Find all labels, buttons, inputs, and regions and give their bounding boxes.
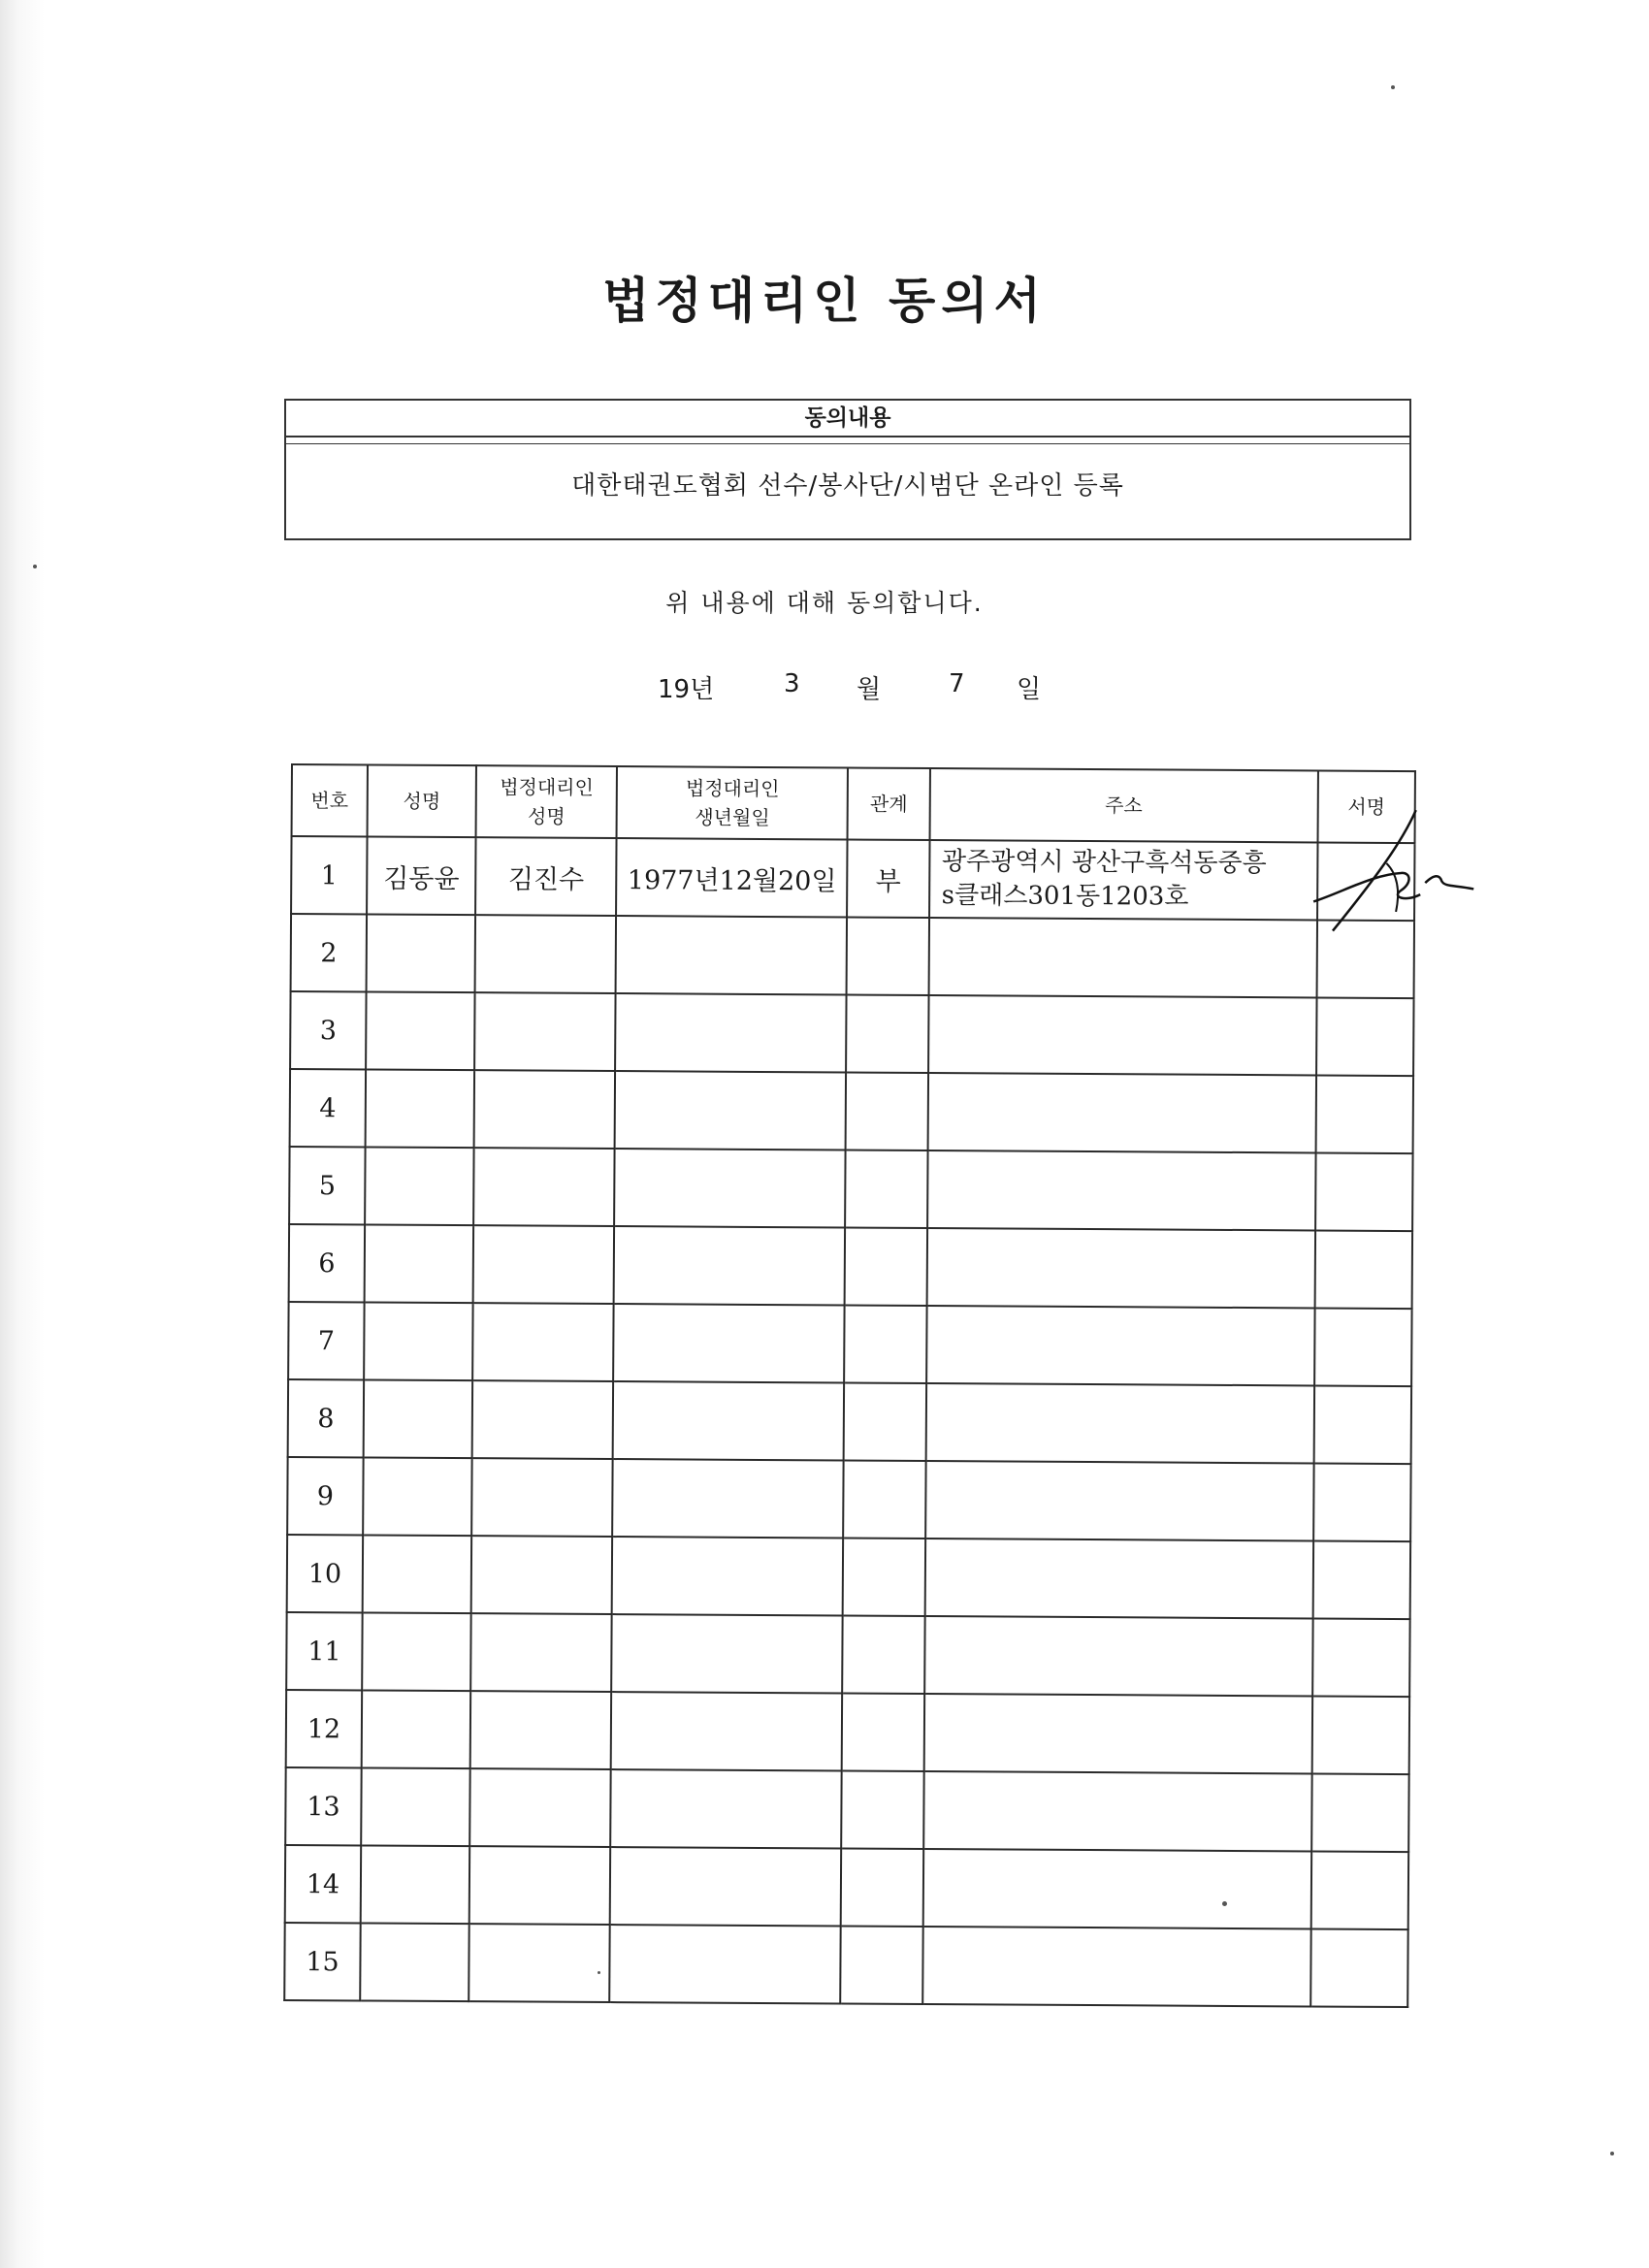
cell-name xyxy=(362,1612,471,1691)
cell-name xyxy=(364,1302,473,1380)
cell-relation xyxy=(845,1305,927,1383)
table-row xyxy=(288,1302,1411,1386)
cell-address xyxy=(924,1539,1313,1618)
cell-guardian-name xyxy=(471,1536,613,1614)
cell-no: 8 xyxy=(288,1379,365,1457)
cell-guardian-birth xyxy=(610,1847,842,1926)
cell-guardian-name xyxy=(475,915,617,993)
cell-guardian-name xyxy=(469,1846,611,1925)
cell-no: 12 xyxy=(286,1690,363,1767)
header-guardian-birth xyxy=(617,766,849,839)
address-line1 xyxy=(939,1345,1313,1346)
cell-no: 15 xyxy=(284,1923,361,2000)
cell-no: 14 xyxy=(285,1845,362,1923)
cell-name xyxy=(363,1535,472,1613)
address-line2 xyxy=(939,1267,1313,1269)
cell-name xyxy=(363,1457,472,1536)
cell-relation xyxy=(841,1926,923,2004)
consent-box xyxy=(284,399,1411,540)
cell-guardian-birth xyxy=(609,1925,841,2003)
address-line1 xyxy=(939,1267,1313,1269)
address-line1 xyxy=(937,1655,1311,1657)
cell-address xyxy=(928,995,1317,1075)
cell-signature xyxy=(1314,1385,1412,1464)
cell-signature xyxy=(1315,1152,1413,1231)
cell-address xyxy=(923,1694,1312,1773)
date-day: 7 xyxy=(949,669,965,698)
cell-signature xyxy=(1310,1928,1408,2007)
cell-guardian-name xyxy=(469,1924,610,2002)
cell-relation: 부 xyxy=(848,840,930,919)
cell-relation xyxy=(842,1770,924,1849)
cell-signature xyxy=(1317,842,1415,921)
cell-guardian-birth xyxy=(613,1304,845,1382)
cell-relation xyxy=(844,1460,926,1539)
cell-no: 2 xyxy=(291,914,368,991)
cell-no: 11 xyxy=(286,1612,363,1690)
address-line1 xyxy=(941,1034,1315,1036)
scan-speck xyxy=(1391,85,1395,89)
cell-signature xyxy=(1312,1618,1410,1697)
address-line1 xyxy=(940,1189,1314,1191)
address-line2 xyxy=(940,1112,1314,1114)
cell-relation xyxy=(843,1615,925,1694)
cell-no: 13 xyxy=(285,1767,362,1845)
cell-no: 5 xyxy=(289,1147,366,1224)
cell-address xyxy=(928,918,1317,997)
registration-table xyxy=(283,763,1416,2008)
cell-signature xyxy=(1311,1773,1409,1852)
address-line2 xyxy=(940,1189,1314,1191)
cell-guardian-name: 김진수 xyxy=(475,837,617,916)
scan-page-edge xyxy=(0,0,45,2268)
cell-guardian-name xyxy=(473,1225,615,1304)
address-line1 xyxy=(941,956,1315,958)
table-row xyxy=(286,1690,1409,1774)
address-line2 xyxy=(936,1810,1310,1812)
cell-signature xyxy=(1315,1075,1413,1153)
cell-address xyxy=(922,1849,1311,1928)
cell-no: 4 xyxy=(290,1069,367,1147)
cell-address xyxy=(925,1383,1314,1463)
cell-guardian-name xyxy=(472,1380,614,1459)
header-guardian-name-line1: 법정대리인 xyxy=(500,775,594,799)
cell-relation xyxy=(847,918,929,996)
cell-name xyxy=(361,1767,470,1846)
cell-guardian-birth xyxy=(611,1692,843,1770)
address-line2 xyxy=(936,1733,1310,1734)
address-line2 xyxy=(938,1500,1312,1502)
cell-name xyxy=(367,914,476,992)
address-line1 xyxy=(938,1500,1312,1502)
cell-signature xyxy=(1314,1230,1412,1309)
cell-guardian-birth xyxy=(614,1226,846,1305)
header-relation: 관계 xyxy=(848,768,930,841)
cell-no: 9 xyxy=(287,1457,364,1535)
cell-relation xyxy=(841,1848,923,1927)
date-month-label: 월 xyxy=(857,675,882,704)
address-line2 xyxy=(937,1577,1311,1579)
cell-guardian-birth xyxy=(615,993,847,1072)
header-signature: 서명 xyxy=(1317,770,1415,843)
address-line2 xyxy=(935,1965,1310,1967)
table-row xyxy=(290,1069,1413,1153)
cell-no: 7 xyxy=(288,1302,365,1379)
cell-guardian-name xyxy=(474,1070,616,1149)
address-line1 xyxy=(937,1577,1311,1579)
table-row xyxy=(287,1457,1410,1541)
table-row xyxy=(285,1845,1408,1929)
consent-content: 대한태권도협회 선수/봉사단/시범단 온라인 등록 xyxy=(571,471,1124,501)
date-day-label: 일 xyxy=(1017,675,1042,704)
header-guardian-birth-line2: 생년월일 xyxy=(695,805,770,830)
cell-signature xyxy=(1316,997,1414,1076)
cell-guardian-name xyxy=(470,1613,612,1692)
cell-name xyxy=(364,1379,473,1458)
address-line2 xyxy=(937,1655,1311,1657)
cell-address xyxy=(923,1771,1312,1851)
cell-signature xyxy=(1316,920,1414,998)
cell-no: 1 xyxy=(291,836,368,914)
address-line1 xyxy=(938,1422,1312,1424)
cell-address xyxy=(925,1461,1314,1540)
cell-guardian-birth xyxy=(616,916,848,994)
cell-no: 3 xyxy=(290,991,367,1069)
cell-guardian-name xyxy=(470,1691,612,1769)
cell-guardian-name xyxy=(471,1458,613,1537)
cell-name xyxy=(360,1923,469,2001)
header-address: 주소 xyxy=(929,768,1318,842)
address-line2 xyxy=(939,1345,1313,1346)
table-row xyxy=(285,1767,1408,1852)
cell-guardian-name xyxy=(474,992,616,1071)
cell-relation xyxy=(846,1073,928,1151)
cell-no: 6 xyxy=(289,1224,366,1302)
header-no: 번호 xyxy=(292,764,369,836)
cell-address xyxy=(926,1228,1315,1308)
document-title: 법정대리인 동의서 xyxy=(602,273,1047,329)
agreement-statement: 위 내용에 대해 동의합니다. xyxy=(665,589,984,617)
cell-relation xyxy=(843,1538,925,1616)
table-row xyxy=(289,1147,1412,1231)
header-guardian-birth-line1: 법정대리인 xyxy=(685,776,780,801)
cell-relation xyxy=(846,1150,928,1229)
cell-guardian-birth xyxy=(610,1769,842,1848)
cell-name xyxy=(361,1845,470,1924)
address-line1 xyxy=(935,1888,1310,1890)
table-row xyxy=(291,914,1414,998)
cell-guardian-birth xyxy=(614,1149,846,1227)
cell-address xyxy=(929,840,1318,920)
header-guardian-name-line2: 성명 xyxy=(527,804,566,828)
scan-speck xyxy=(1610,2152,1614,2155)
cell-address xyxy=(924,1616,1313,1696)
cell-address xyxy=(927,1150,1316,1230)
date-month: 3 xyxy=(784,669,800,698)
date-year: 19년 xyxy=(658,675,715,704)
cell-no: 10 xyxy=(287,1535,364,1612)
cell-name: 김동윤 xyxy=(367,836,476,915)
address-line1 xyxy=(935,1965,1310,1967)
cell-relation xyxy=(847,995,929,1074)
header-guardian-name xyxy=(476,765,618,838)
cell-name xyxy=(366,1069,475,1148)
cell-guardian-birth xyxy=(611,1614,843,1693)
table-header-row xyxy=(292,764,1415,843)
address-line1 xyxy=(936,1733,1310,1734)
table-row xyxy=(289,1224,1412,1309)
cell-signature xyxy=(1314,1308,1412,1386)
table-row xyxy=(286,1612,1409,1697)
table-row xyxy=(288,1379,1411,1464)
cell-signature xyxy=(1313,1540,1411,1619)
address-line2: s클래스301동1203호 xyxy=(941,881,1189,912)
cell-guardian-name xyxy=(473,1148,615,1226)
cell-signature xyxy=(1312,1696,1410,1774)
address-line1 xyxy=(936,1810,1310,1812)
cell-address xyxy=(927,1073,1316,1152)
header-name: 성명 xyxy=(368,764,477,837)
cell-address xyxy=(922,1927,1311,2006)
cell-signature xyxy=(1313,1463,1411,1541)
cell-signature xyxy=(1311,1851,1409,1929)
address-line1 xyxy=(940,1112,1314,1114)
scan-speck xyxy=(33,565,37,568)
table-row xyxy=(291,836,1414,921)
cell-address xyxy=(926,1306,1315,1385)
cell-name xyxy=(366,991,475,1070)
cell-guardian-name xyxy=(469,1768,611,1847)
cell-guardian-birth xyxy=(615,1071,847,1150)
consent-header: 동의내용 xyxy=(286,401,1409,437)
cell-relation xyxy=(845,1228,927,1307)
cell-name xyxy=(365,1224,474,1303)
table-row xyxy=(290,991,1413,1076)
cell-guardian-birth xyxy=(613,1381,845,1460)
cell-guardian-name xyxy=(472,1303,614,1381)
table-row xyxy=(284,1923,1407,2007)
table-row xyxy=(287,1535,1410,1619)
cell-guardian-birth xyxy=(612,1459,844,1538)
cell-name xyxy=(365,1147,474,1225)
address-line1: 광주광역시 광산구흑석동중흥 xyxy=(941,847,1267,879)
cell-guardian-birth: 1977년12월20일 xyxy=(616,838,848,917)
cell-relation xyxy=(844,1382,926,1461)
address-line2 xyxy=(935,1888,1310,1890)
address-line2 xyxy=(941,956,1315,958)
address-line2 xyxy=(938,1422,1312,1424)
cell-name xyxy=(362,1690,471,1768)
cell-guardian-birth xyxy=(612,1537,844,1615)
cell-relation xyxy=(842,1693,924,1771)
address-line2 xyxy=(941,1034,1315,1036)
